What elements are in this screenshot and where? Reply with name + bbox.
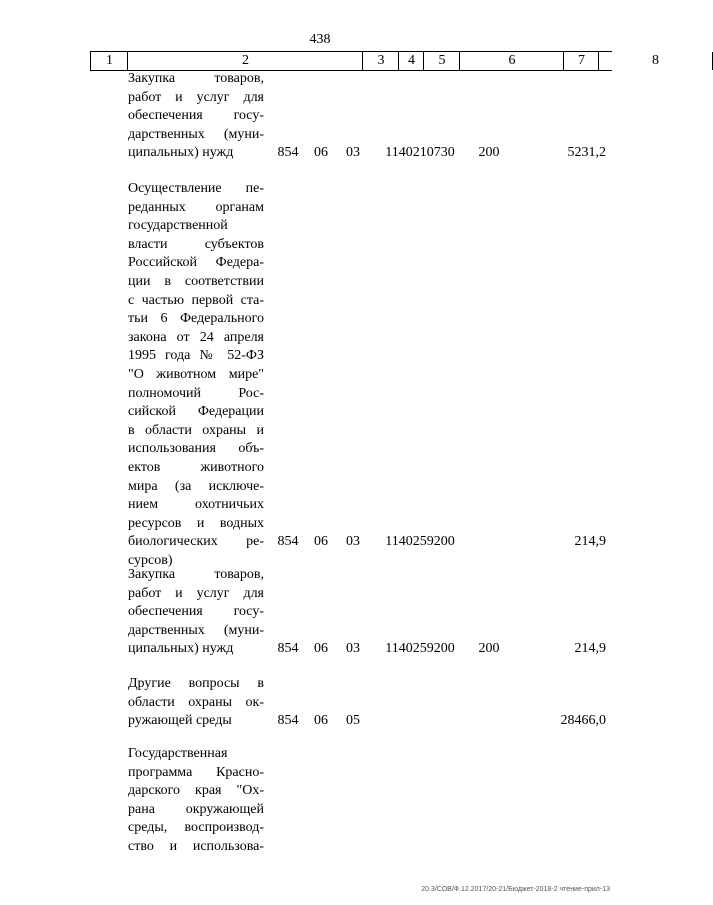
cell-subsection: 03	[346, 145, 360, 160]
cell-target-article: 1140210730	[385, 145, 455, 160]
cell-section: 06	[314, 641, 328, 656]
description-line: с частью первой ста-	[128, 292, 264, 308]
description-line: власти субъектов	[128, 236, 264, 252]
cell-expense-type: 200	[478, 641, 500, 656]
description-line: работ и услуг для	[128, 89, 264, 105]
cell-subsection: 03	[346, 534, 360, 549]
description-line: мира (за исключе-	[128, 478, 264, 494]
description-line: программа Красно-	[128, 764, 264, 780]
column-header-1: 1	[90, 52, 128, 70]
cell-ved: 854	[277, 641, 299, 656]
description-line: области охраны ок-	[128, 694, 264, 710]
column-header-2: 2	[127, 52, 363, 70]
description-line: сурсов)	[128, 552, 173, 568]
row-description	[128, 566, 264, 659]
cell-target-article: 1140259200	[385, 534, 455, 549]
description-line: обеспечения госу-	[128, 108, 264, 124]
column-header-7: 7	[563, 52, 599, 70]
description-line: среды, воспроизвод-	[128, 820, 264, 836]
description-line: реданных органам	[128, 199, 264, 215]
description-line: нием охотничьих	[128, 497, 264, 513]
document-footer: 20.3/СОВ/Ф.12.2017/20-21/Бюджет-2018-2 чтение-прил-13	[421, 886, 610, 893]
row-description	[128, 180, 264, 570]
row-description	[128, 675, 264, 731]
cell-ved: 854	[277, 145, 299, 160]
description-line: Осуществление пе-	[128, 181, 264, 196]
cell-section: 06	[314, 534, 328, 549]
cell-expense-type: 200	[478, 145, 500, 160]
description-line: дарского края "Ох-	[128, 783, 264, 799]
description-line: использования объ-	[128, 441, 264, 457]
page-number: 438	[309, 32, 331, 47]
description-line: дарственных (муни-	[128, 622, 264, 638]
table-header	[90, 51, 659, 71]
description-line: закона от 24 апреля	[128, 329, 264, 345]
description-line: ство и использова-	[128, 838, 264, 854]
cell-ved: 854	[277, 713, 299, 728]
description-line: рана окружающей	[128, 801, 264, 817]
cell-amount: 28466,0	[560, 713, 606, 728]
row-description	[128, 70, 264, 163]
description-line: сийской Федерации	[128, 404, 264, 420]
cell-section: 06	[314, 713, 328, 728]
description-line: тьи 6 Федерального	[128, 311, 264, 327]
cell-subsection: 05	[346, 713, 360, 728]
description-line: Российской Федера-	[128, 255, 264, 271]
description-line: ции в соответствии	[128, 273, 264, 289]
description-line: ружающей среды	[128, 713, 232, 729]
description-line: "О животном мире"	[128, 366, 264, 382]
description-line: ектов животного	[128, 459, 264, 475]
description-line: Государственная	[128, 746, 228, 761]
cell-amount: 214,9	[574, 534, 606, 549]
description-line: 1995 года № 52-ФЗ	[128, 348, 264, 364]
description-line: полномочий Рос-	[128, 385, 264, 401]
description-line: ресурсов и водных	[128, 515, 264, 531]
cell-section: 06	[314, 145, 328, 160]
cell-amount: 5231,2	[567, 145, 606, 160]
description-line: ципальных) нужд	[128, 145, 234, 161]
description-line: обеспечения госу-	[128, 604, 264, 620]
column-header-6: 6	[459, 52, 564, 70]
column-header-5: 5	[423, 52, 460, 70]
description-line: работ и услуг для	[128, 585, 264, 601]
cell-amount: 214,9	[574, 641, 606, 656]
description-line: Закупка товаров,	[128, 71, 264, 86]
description-line: государственной	[128, 218, 228, 234]
cell-target-article: 1140259200	[385, 641, 455, 656]
description-line: в области охраны и	[128, 422, 264, 438]
description-line: Другие вопросы в	[128, 676, 264, 691]
description-line: Закупка товаров,	[128, 567, 264, 582]
column-header-8: 8	[598, 52, 713, 70]
column-header-4: 4	[398, 52, 424, 70]
description-line: дарственных (муни-	[128, 126, 264, 142]
description-line: биологических ре-	[128, 534, 264, 550]
row-description	[128, 745, 264, 857]
description-line: ципальных) нужд	[128, 641, 234, 657]
cell-ved: 854	[277, 534, 299, 549]
cell-subsection: 03	[346, 641, 360, 656]
column-header-3: 3	[362, 52, 399, 70]
